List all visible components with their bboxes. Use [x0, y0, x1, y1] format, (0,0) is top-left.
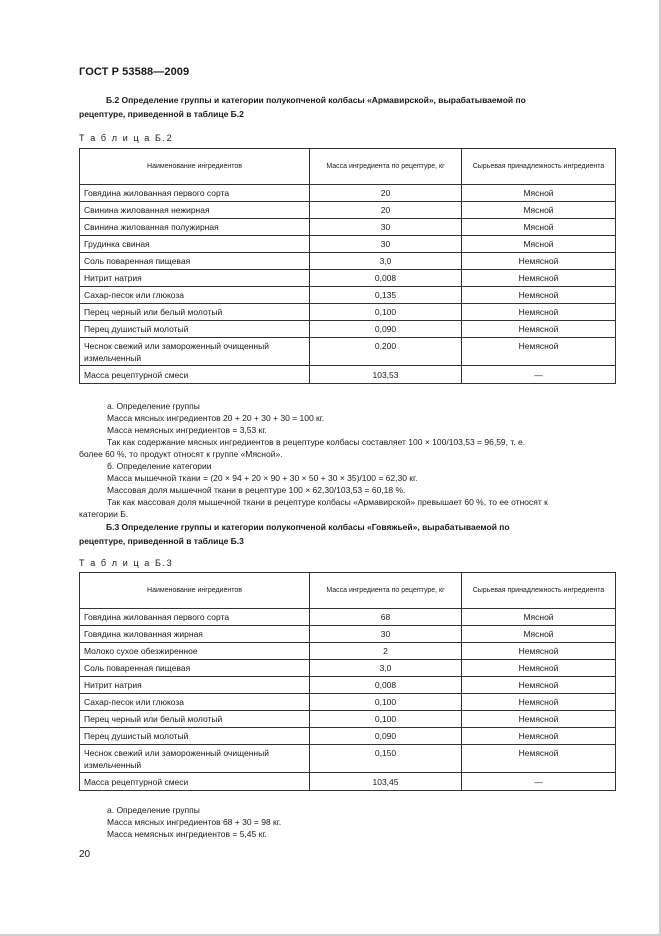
cell-ingredient: Перец черный или белый молотый [80, 711, 310, 728]
section-b2-heading [79, 93, 615, 121]
cell-ingredient: Свинина жилованная полужирная [80, 219, 310, 236]
section-b3-heading [79, 520, 615, 548]
cell-ingredient: Соль поваренная пищевая [80, 660, 310, 677]
header-category: Сырьевая принадлежность ингредиента [462, 573, 616, 609]
table-row [80, 185, 616, 202]
cell-mass: 30 [310, 236, 462, 253]
table-header-row [80, 573, 616, 609]
table-row [80, 626, 616, 643]
table-row [80, 270, 616, 287]
table-row [80, 677, 616, 694]
cell-category: Немясной [462, 677, 616, 694]
calc-b3-nonmeat-mass: Масса немясных ингредиентов = 5,45 кг. [107, 829, 267, 839]
cell-mass: 20 [310, 202, 462, 219]
cell-ingredient: Соль поваренная пищевая [80, 253, 310, 270]
cell-category: — [462, 366, 616, 384]
table-b3-caption: Т а б л и ц а Б.3 [79, 558, 174, 568]
cell-mass: 2 [310, 643, 462, 660]
header-category: Сырьевая принадлежность ингредиента [462, 149, 616, 185]
cell-category: Мясной [462, 219, 616, 236]
table-row [80, 643, 616, 660]
cell-category: Немясной [462, 304, 616, 321]
cell-category: Немясной [462, 338, 616, 366]
table-row [80, 202, 616, 219]
cell-category: Немясной [462, 694, 616, 711]
table-total-row [80, 773, 616, 791]
document-header: ГОСТ Р 53588—2009 [79, 66, 190, 78]
cell-mass: 0,100 [310, 711, 462, 728]
cell-ingredient: Перец душистый молотый [80, 728, 310, 745]
cell-category: Мясной [462, 185, 616, 202]
cell-category: Немясной [462, 253, 616, 270]
cell-category: Мясной [462, 236, 616, 253]
table-row [80, 304, 616, 321]
calc-b3-meat-mass: Масса мясных ингредиентов 68 + 30 = 98 кг. [107, 817, 282, 827]
cell-ingredient: Перец черный или белый молотый [80, 304, 310, 321]
cell-mass: 3,0 [310, 660, 462, 677]
table-total-row [80, 366, 616, 384]
calc-b2-content-line1: Так как содержание мясных ингредиентов в рецептуре колбасы составляет 100 × 100/103,53 = 96,59, т. е. [107, 437, 526, 447]
table-row [80, 253, 616, 270]
cell-ingredient: Говядина жилованная первого сорта [80, 185, 310, 202]
cell-mass: 0,008 [310, 270, 462, 287]
calc-b2-muscle-share: Массовая доля мышечной ткани в рецептуре 100 × 62,30/103,53 = 60,18 %. [107, 485, 406, 495]
section-b2-line2: рецептуре, приведенной в таблице Б.2 [79, 109, 244, 119]
table-header-row [80, 149, 616, 185]
cell-ingredient: Грудинка свиная [80, 236, 310, 253]
calc-b2-meat-mass: Масса мясных ингредиентов 20 + 20 + 30 + 30 = 100 кг. [107, 413, 325, 423]
header-ingredient: Наименование ингредиентов [80, 573, 310, 609]
section-b3-line2: рецептуре, приведенной в таблице Б.3 [79, 536, 244, 546]
cell-mass: 30 [310, 219, 462, 236]
cell-ingredient: Говядина жилованная первого сорта [80, 609, 310, 626]
cell-mass: 30 [310, 626, 462, 643]
table-row [80, 745, 616, 773]
cell-mass: 20 [310, 185, 462, 202]
cell-category: Мясной [462, 609, 616, 626]
page-number: 20 [79, 849, 91, 860]
cell-mass: 0,008 [310, 677, 462, 694]
cell-ingredient: Нитрит натрия [80, 270, 310, 287]
cell-category: Мясной [462, 202, 616, 219]
calc-b2-category-title: б. Определение категории [107, 461, 212, 471]
cell-category: Немясной [462, 270, 616, 287]
cell-mass: 0,090 [310, 728, 462, 745]
table-b2 [79, 148, 616, 384]
table-row [80, 728, 616, 745]
cell-category: Немясной [462, 745, 616, 773]
cell-mass: 0,100 [310, 694, 462, 711]
cell-category: Немясной [462, 321, 616, 338]
cell-category: Немясной [462, 660, 616, 677]
cell-category: — [462, 773, 616, 791]
cell-category: Мясной [462, 626, 616, 643]
table-row [80, 236, 616, 253]
cell-mass: 68 [310, 609, 462, 626]
cell-ingredient: Сахар-песок или глюкоза [80, 287, 310, 304]
cell-mass: 0,090 [310, 321, 462, 338]
table-row [80, 609, 616, 626]
cell-category: Немясной [462, 728, 616, 745]
calc-b2-group-title: а. Определение группы [107, 401, 200, 411]
calc-b2-content-line2: более 60 %, то продукт относят к группе «Мясной». [79, 449, 283, 459]
cell-ingredient: Чеснок свежий или замороженный очищенный измельченный [80, 338, 310, 366]
header-mass: Масса ингредиента по рецептуре, кг [310, 149, 462, 185]
table-row [80, 711, 616, 728]
section-b3-line1: Б.3 Определение группы и категории полукопченой колбасы «Говяжьей», вырабатываемой по [106, 522, 510, 532]
cell-ingredient: Масса рецептурной смеси [80, 773, 310, 791]
cell-mass: 0,135 [310, 287, 462, 304]
header-mass: Масса ингредиента по рецептуре, кг [310, 573, 462, 609]
calc-b3-group-title: а. Определение группы [107, 805, 200, 815]
calc-b2-conclusion-line2: категории Б. [79, 509, 129, 519]
calc-b2-content [79, 436, 615, 460]
cell-ingredient: Нитрит натрия [80, 677, 310, 694]
cell-ingredient: Перец душистый молотый [80, 321, 310, 338]
cell-mass: 103,45 [310, 773, 462, 791]
cell-category: Немясной [462, 643, 616, 660]
calc-b2-nonmeat-mass: Масса немясных ингредиентов = 3,53 кг. [107, 425, 267, 435]
table-b2-caption: Т а б л и ц а Б.2 [79, 133, 174, 143]
table-row [80, 338, 616, 366]
cell-ingredient: Сахар-песок или глюкоза [80, 694, 310, 711]
table-b3 [79, 572, 616, 791]
cell-mass: 3,0 [310, 253, 462, 270]
table-row [80, 321, 616, 338]
cell-ingredient: Масса рецептурной смеси [80, 366, 310, 384]
cell-ingredient: Говядина жилованная жирная [80, 626, 310, 643]
calc-b2-muscle-mass: Масса мышечной ткани = (20 × 94 + 20 × 90 + 30 × 50 + 30 × 35)/100 = 62,30 кг. [107, 473, 418, 483]
cell-mass: 0,150 [310, 745, 462, 773]
cell-mass: 103,53 [310, 366, 462, 384]
header-ingredient: Наименование ингредиентов [80, 149, 310, 185]
calc-b2-conclusion [79, 496, 615, 520]
table-row [80, 287, 616, 304]
table-row [80, 660, 616, 677]
section-b2-line1: Б.2 Определение группы и категории полукопченой колбасы «Армавирской», вырабатываемой по [106, 95, 526, 105]
cell-ingredient: Чеснок свежий или замороженный очищенный измельченный [80, 745, 310, 773]
cell-category: Немясной [462, 287, 616, 304]
cell-ingredient: Свинина жилованная нежирная [80, 202, 310, 219]
table-row [80, 694, 616, 711]
table-row [80, 219, 616, 236]
cell-category: Немясной [462, 711, 616, 728]
cell-mass: 0,100 [310, 304, 462, 321]
cell-mass: 0,200 [310, 338, 462, 366]
calc-b2-conclusion-line1: Так как массовая доля мышечной ткани в рецептуре колбасы «Армавирской» превышает 60 %, то ее относят к [107, 497, 548, 507]
cell-ingredient: Молоко сухое обезжиренное [80, 643, 310, 660]
